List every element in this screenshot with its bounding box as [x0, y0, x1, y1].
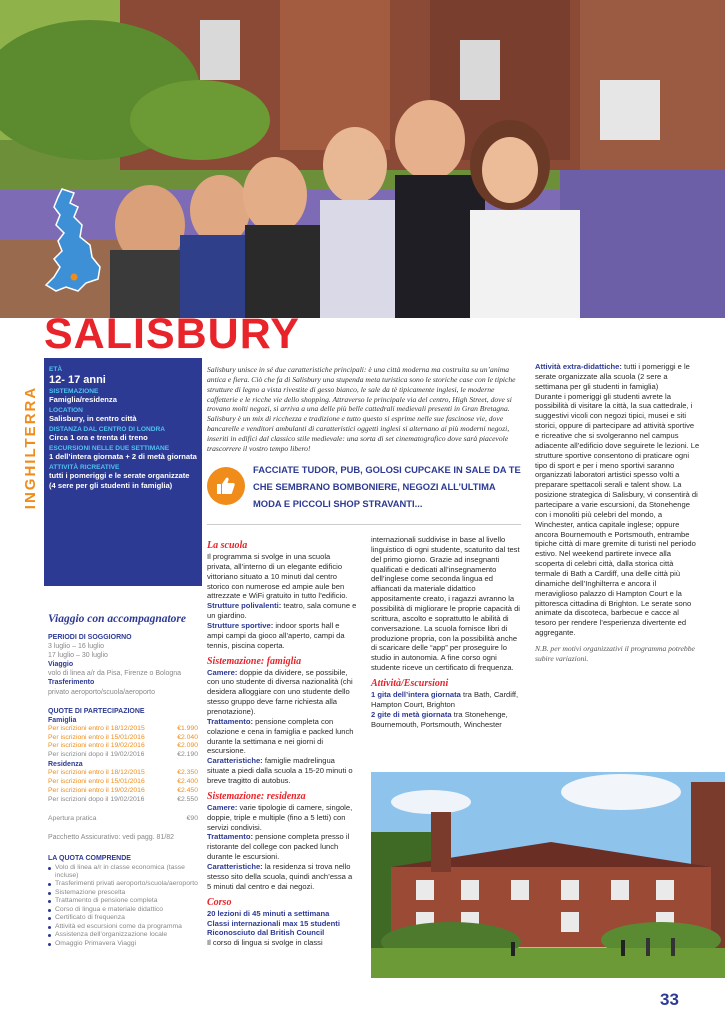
price-row-value: €1.990: [177, 724, 198, 732]
price-row: [48, 725, 198, 734]
comprende-item: Trattamento di pensione completa: [48, 897, 198, 905]
location-label: LOCATION: [49, 406, 83, 414]
price-row-label: Per iscrizioni dopo il 19/02/2016: [48, 795, 145, 803]
price-row-value: €2.550: [177, 795, 198, 803]
comprende-item: Omaggio Primavera Viaggi: [48, 940, 198, 948]
escursioni-value: 1 dell’intera giornata + 2 di metà giornata: [49, 452, 197, 462]
residenza-heading: Sistemazione: residenza: [207, 790, 306, 802]
price-row-label: Per iscrizioni entro il 15/01/2016: [48, 733, 145, 741]
comprende-item: Assistenza dell’organizzazione locale: [48, 931, 198, 939]
price-row: [48, 742, 198, 751]
pricing-column: [48, 612, 198, 948]
callout: [207, 462, 521, 522]
escursioni-label: ESCURSIONI NELLE DUE SETTIMANE: [49, 444, 170, 452]
page-title: SALISBURY: [44, 310, 300, 358]
famiglia-heading: Sistemazione: famiglia: [207, 655, 302, 667]
corso-line-3: Riconosciuto dal British Council: [207, 928, 325, 938]
residenza-price-list: [48, 769, 198, 804]
hero-photo: [0, 0, 725, 318]
eta-value: 12- 17 anni: [49, 373, 106, 386]
price-row: [48, 796, 198, 805]
school-building-photo: [371, 772, 725, 978]
quote-label: QUOTE DI PARTECIPAZIONE: [48, 707, 145, 715]
periodo-2: 17 luglio – 30 luglio: [48, 652, 108, 660]
viaggio-value: volo di linea a/r da Pisa, Firenze o Bologna: [48, 670, 182, 678]
residenza-caratteristiche: Caratteristiche: la residenza si trova nello stesso sito della scuola, quindi anch’essa a 5 minuti dal centro e dai negozi.: [207, 862, 353, 891]
scuola-text: Il programma si svolge in una scuola privata, all’interno di un elegante edificio vittoriano situato a 10 minuti dal centro storico con numerose ed ampie aule ben attrezzate e WiFi gratuito in tutto l’edificio.: [207, 552, 348, 601]
column-corso: [371, 535, 521, 729]
eta-label: ETÀ: [49, 366, 63, 373]
price-row-value: €2.350: [177, 769, 198, 777]
price-row-label: Per iscrizioni entro il 19/02/2016: [48, 786, 145, 794]
price-row: [48, 778, 198, 787]
country-label: INGHILTERRA: [22, 385, 40, 509]
price-row-label: Per iscrizioni entro il 15/01/2016: [48, 778, 145, 786]
famiglia-caratteristiche: Caratteristiche: famiglie madrelingua situate a piedi dalla scuola a 15-20 minuti o breve tragitto di autobus.: [207, 756, 353, 786]
apertura-label: Apertura pratica: [48, 814, 97, 822]
price-row-value: €2.450: [177, 786, 198, 794]
scuola-heading: La scuola: [207, 540, 248, 551]
price-row-label: Per iscrizioni dopo il 19/02/2016: [48, 751, 145, 759]
comprende-item: Certificato di frequenza: [48, 914, 198, 922]
distanza-value: Circa 1 ora e trenta di treno: [49, 433, 148, 443]
comprende-item: Corso di lingua e materiale didattico: [48, 906, 198, 914]
corso-text: Il corso di lingua si svolge in classi: [207, 938, 323, 948]
thumbs-up-icon: [207, 467, 245, 505]
gita-2: 2 gite di metà giornata tra Stonehenge, Bournemouth, Portsmouth, Winchester: [371, 709, 508, 729]
column-scuola: [207, 535, 357, 948]
uk-map-icon: [40, 187, 104, 295]
info-box: [44, 358, 202, 586]
comprende-item: Volo di linea a/r in classe economica (tasse incluse): [48, 864, 198, 881]
price-row: [48, 769, 198, 778]
price-row: [48, 787, 198, 796]
residenza-label: Residenza: [48, 761, 83, 769]
corso-line-1: 20 lezioni di 45 minuti a settimana: [207, 908, 330, 918]
trasferimento-label: Trasferimento: [48, 679, 95, 687]
trasferimento-value: privato aeroporto/scuola/aeroporto: [48, 688, 156, 696]
comprende-item: Attività ed escursioni come da programma: [48, 923, 198, 931]
distanza-label: DISTANZA DAL CENTRO DI LONDRA: [49, 425, 165, 433]
corso-continued-text: internazionali suddivise in base al livello linguistico di ogni studente, scaturito dal test del primo giorno. Grazie ad insegnanti qualificati e dedicati all’insegnamento dell’inglese come seconda lingua ed affiancati da materiale didattico appositamente creato, i ragazzi avranno la possibilità di migliorare le proprie capacità di scrittura, ascolto e soprattutto le abilità di conversazione. La scuola fornisce libri di produzione propria, con la possibilità anche di scaricare delle “app” per proseguire lo studio in autonomia. A fine corso ogni studente riceve un certificato di frequenza.: [371, 535, 520, 673]
attivita-value: tutti i pomeriggi e le serate organizzate (4 sere per gli studenti in famiglia): [49, 471, 190, 490]
periodo-1: 3 luglio – 16 luglio: [48, 643, 105, 651]
comprende-list: [48, 864, 198, 949]
callout-divider: [207, 524, 521, 525]
price-row: [48, 734, 198, 743]
famiglia-label: Famiglia: [48, 716, 77, 724]
price-row-value: €2.040: [177, 733, 198, 741]
comprende-item: Trasferimenti privati aeroporto/scuola/aeroporto: [48, 880, 198, 888]
periodi-label: PERIODI DI SOGGIORNO: [48, 633, 132, 641]
intro-text: Salisbury unisce in sé due caratteristiche principali: è una città moderna ma costruita su un’anima antica e fiera. Ciò che fa di Salisbury una stupenda meta turistica sono le storiche case con le tipiche strutture di legno a vista rivestite di gesso bianco, le sale da tè tipicamente inglesi, le moderne caffetterie e le ricche vie dello shopping. Attraverso le principale via del centro, High Street, dove si trovano molti negozi, si arriva a una delle più belle cattedrali medievali presenti in Gran Bretagna. Salisbury è un mix di ricchezza e tradizione e tutto questo si esprime nelle sue fascinose vie, dove bancarelle e venditori ambulanti di caratteristici oggetti inglesi si alternano ai più moderni negozi, inseriti in edifici dal classico stile medievale: una sorta di set cinematografico dove sarà piacevole trascorrere il vostro tempo libero!: [207, 365, 516, 453]
gita-1: 1 gita dell’intera giornata tra Bath, Cardiff, Hampton Court, Brighton: [371, 690, 519, 709]
sportive-paragraph: Strutture sportive: indoor sports hall e ampi campi da gioco all’aperto, campi da tennis, piscina coperta.: [207, 621, 345, 650]
column-attivita: [535, 362, 700, 664]
comprende-label: LA QUOTA COMPRENDE: [48, 855, 131, 863]
sistemazione-value: Famiglia/residenza: [49, 395, 117, 405]
callout-text: FACCIATE TUDOR, PUB, GOLOSI CUPCAKE IN SALE DA TE CHE SEMBRANO BOMBONIERE, NEGOZI ALL’ULTIMA MODA E PICCOLI SHOP STRAVANTI...: [253, 464, 521, 509]
attivita-label: ATTIVITÀ RICREATIVE: [49, 463, 120, 471]
comprende-item: Sistemazione prescelta: [48, 889, 198, 897]
program-note: N.B. per motivi organizzativi il programma potrebbe subire variazioni.: [535, 644, 695, 663]
residenza-trattamento: Trattamento: pensione completa presso il ristorante del college con packed lunch durante le escursioni.: [207, 832, 350, 862]
extra-paragraph: Attività extra-didattiche: tutti i pomeriggi e le serate organizzate alla scuola (2 sere a settimana per gli studenti in famiglia): [535, 362, 690, 391]
famiglia-camere: Camere: doppie da dividere, se possibile, con uno studente di diversa nazionalità (chi desidera alloggiare con uno studente dello stesso gruppo deve farne richiesta alla prenotazione).: [207, 667, 353, 717]
famiglia-price-list: [48, 725, 198, 760]
apertura-row: [48, 815, 198, 824]
viaggio-heading: Viaggio con accompagnatore: [48, 613, 186, 625]
page-number: 33: [660, 990, 679, 1009]
pacchetto-text: Pacchetto Assicurativo: vedi pagg. 81/82: [48, 834, 175, 842]
attivita-heading: Attività/Escursioni: [371, 678, 449, 690]
apertura-price: €90: [186, 814, 198, 822]
attivita-text: Durante i pomeriggi gli studenti avrete la possibilità di visitare la città, la sua cattedrale, i suggestivi vicoli con negozi tipici, musei e siti storici, oppure di partecipare ad attività sportive e ricreative che si svolgeranno nel campus adiacente all’edificio dove seguirete le lezioni. Le strutture sportive consentono di praticare ogni tipo di sport e per i meno sportivi saranno organizzati laboratori artistici spesso volti a preparare spettacoli serali e talent show. La posizione strategica di Salisbury, vi consentirà di partecipare a varie escursioni, da Stonehenge con i monoliti più celebri del mondo, a Winchester, antica capitale inglese; oppure ancora Bournemouth e Portsmouth, entrambe tipiche città di mare gremite di turisti nel periodo estivo. Nel weekend partirete invece alla scoperta di celebri città, dalla storica città termale di Bath a Cardiff, una delle città più dinamiche dell’Inghilterra e ancora il meraviglioso palazzo di Hampton Court e la pittoresca cittadina di Brighton. Le serate sono animate da discoteca, barbecue e cacce al tesoro per rendere l’esperienza divertente ed aggregante.: [535, 391, 700, 638]
price-row-label: Per iscrizioni entro il 19/02/2016: [48, 742, 145, 750]
famiglia-trattamento: Trattamento: pensione completa con colazione e cena in famiglia e packed lunch durante la settimana e nei giorni di escursione.: [207, 716, 354, 756]
sistemazione-label: SISTEMAZIONE: [49, 387, 99, 395]
polivalenti-paragraph: Strutture polivalenti: teatro, sala comune e un giardino.: [207, 601, 357, 621]
price-row-label: Per iscrizioni entro il 18/12/2015: [48, 724, 145, 732]
corso-line-2: Classi internazionali max 15 studenti: [207, 918, 340, 928]
location-value: Salisbury, in centro città: [49, 414, 137, 424]
residenza-camere: Camere: varie tipologie di camere, singole, doppie, triple e multiple (fino a 5 letti) con servizi condivisi.: [207, 802, 353, 832]
price-row: [48, 751, 198, 760]
price-row-value: €2.090: [177, 742, 198, 750]
price-row-value: €2.400: [177, 778, 198, 786]
price-row-value: €2.190: [177, 751, 198, 759]
price-row-label: Per iscrizioni entro il 18/12/2015: [48, 769, 145, 777]
corso-heading: Corso: [207, 896, 232, 908]
viaggio-label: Viaggio: [48, 661, 74, 669]
